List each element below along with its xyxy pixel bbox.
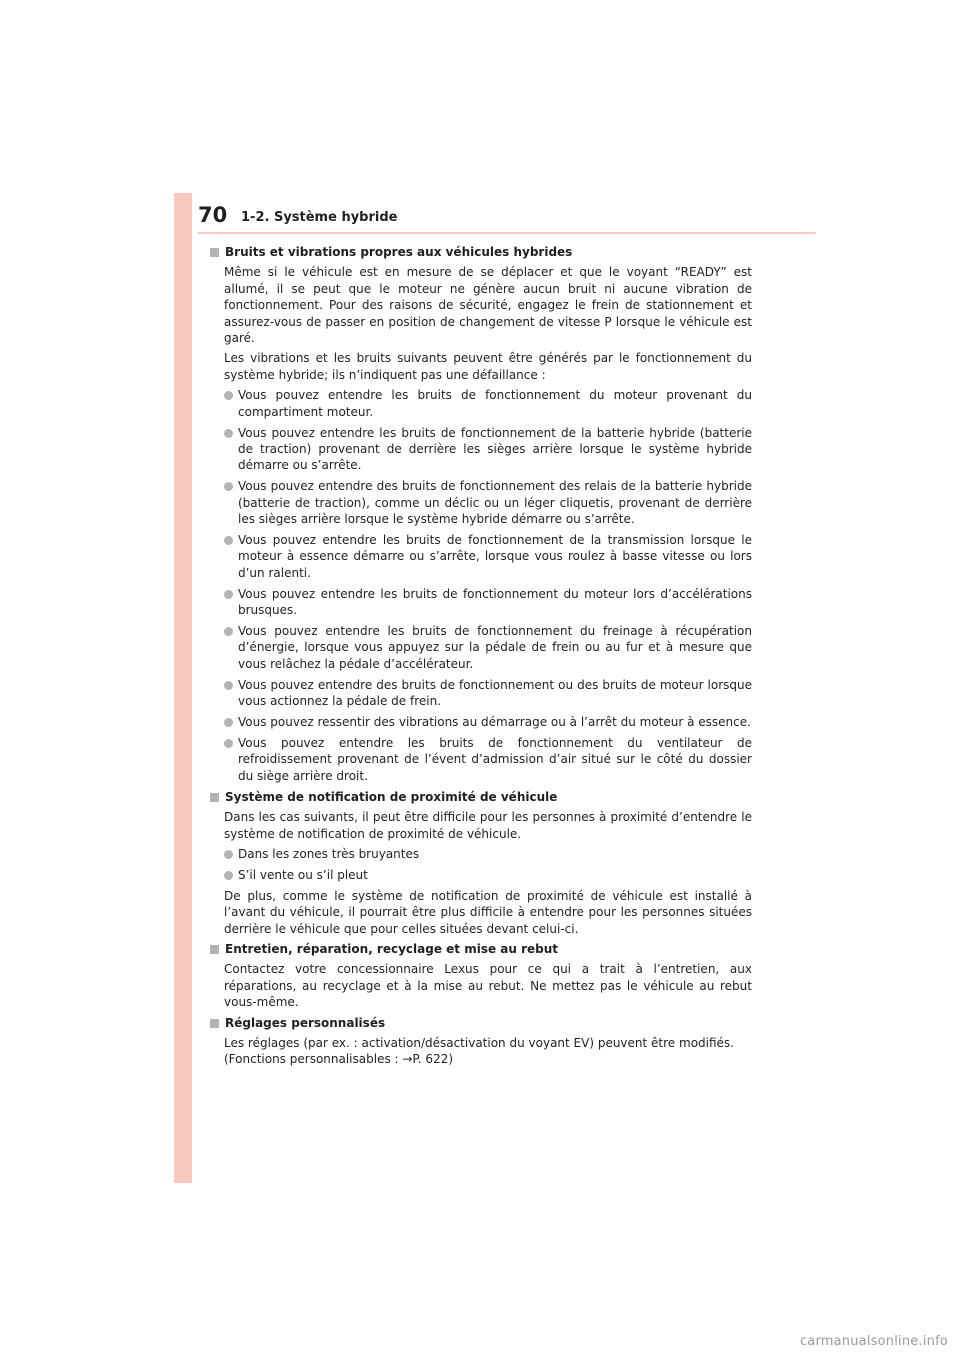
section-heading-text: Bruits et vibrations propres aux véhicules hybrides <box>225 245 573 259</box>
list-item <box>210 623 752 672</box>
paragraph: Les réglages (par ex. : activation/désactivation du voyant EV) peuvent être modifiés. <box>224 1035 734 1050</box>
round-bullet-icon <box>224 850 233 859</box>
paragraph: Les vibrations et les bruits suivants peuvent être générés par le fonctionnement du système hybride; ils n’indiquent pas une défaillance : <box>224 351 752 382</box>
round-bullet-icon <box>224 536 233 545</box>
round-bullet-icon <box>224 482 233 491</box>
list-item-text: S’il vente ou s’il pleut <box>238 867 368 882</box>
list-item <box>210 677 752 710</box>
square-bullet-icon <box>210 1019 219 1028</box>
list-item-text: Vous pouvez entendre les bruits de fonctionnement du freinage à récupération d’énergie, lorsque vous appuyez sur la pédale de frein ou au fur et à mesure que vous relâchez la pédale d’accélérateur. <box>238 624 752 671</box>
section-heading <box>210 941 752 957</box>
round-bullet-icon <box>224 429 233 438</box>
list-item-text: Dans les zones très bruyantes <box>238 846 420 861</box>
paragraph: Contactez votre concessionnaire Lexus pour ce qui a trait à l’entretien, aux réparations, au recyclage et à la mise au rebut. Ne mettez pas le véhicule au rebut vous-même. <box>224 962 752 1010</box>
list-item <box>210 714 752 730</box>
square-bullet-icon <box>210 793 219 802</box>
list-item-text: Vous pouvez entendre les bruits de fonctionnement du moteur lors d’accélérations brusques. <box>238 586 752 618</box>
round-bullet-icon <box>224 391 233 400</box>
round-bullet-icon <box>224 681 233 690</box>
list-item-text: Vous pouvez entendre les bruits de fonctionnement du ventilateur de refroidissement provenant de l’évent d’admission d’air situé sur le côté du dossier du siège arrière droit. <box>238 735 752 783</box>
header-rule <box>198 232 816 234</box>
list-item-text: Vous pouvez entendre des bruits de fonctionnement des relais de la batterie hybride (batterie de traction), comme un déclic ou un léger cliquetis, provenant de derrière les sièges arrière lorsque le système hybride démarre ou s’arrête. <box>238 479 752 527</box>
list-item <box>210 586 752 619</box>
list-item <box>210 425 752 474</box>
paragraph: De plus, comme le système de notification de proximité de véhicule est installé à l’avant du véhicule, il pourrait être plus difficile à entendre pour les personnes situées derrière le véhicule que pour celles situées devant celui-ci. <box>224 888 752 936</box>
round-bullet-icon <box>224 871 233 880</box>
round-bullet-icon <box>224 590 233 599</box>
paragraph: Même si le véhicule est en mesure de se déplacer et que le voyant “READY” est allumé, il se peut que le moteur ne génère aucun bruit ni aucune vibration de fonctionnement. Pour des raisons de sécurité, engagez le frein de stationnement et assurez-vous de passer en position de changement de vitesse P lorsque le véhicule est garé. <box>224 265 752 346</box>
round-bullet-icon <box>224 718 233 727</box>
section-heading <box>210 789 752 805</box>
square-bullet-icon <box>210 248 219 257</box>
list-item <box>210 478 752 527</box>
section-heading-text: Système de notification de proximité de véhicule <box>225 789 558 804</box>
square-bullet-icon <box>210 945 219 954</box>
list-item-text: Vous pouvez entendre les bruits de fonctionnement de la batterie hybride (batterie de traction) provenant de derrière les sièges arrière lorsque le système hybride démarre ou s’arrête. <box>238 425 752 473</box>
margin-band <box>174 193 192 1183</box>
watermark: carmanualsonline.info <box>799 1334 948 1349</box>
list-item <box>210 867 752 883</box>
list-item-text: Vous pouvez entendre les bruits de fonctionnement de la transmission lorsque le moteur à essence démarre ou s’arrête, lorsque vous roulez à basse vitesse ou lors d’un ralenti. <box>238 533 752 580</box>
list-item <box>210 387 752 420</box>
list-item <box>210 735 752 784</box>
page-number: 70 <box>198 203 228 227</box>
section-heading-text: Réglages personnalisés <box>225 1015 386 1030</box>
page-header <box>198 203 818 235</box>
list-item-text: Vous pouvez entendre des bruits de fonctionnement ou des bruits de moteur lorsque vous actionnez la pédale de frein. <box>238 677 752 709</box>
section-heading <box>210 1015 752 1031</box>
cross-reference: (Fonctions personnalisables : →P. 622) <box>224 1052 454 1067</box>
round-bullet-icon <box>224 627 233 636</box>
content <box>210 244 752 1072</box>
section-heading <box>210 244 752 260</box>
chapter-title: 1-2. Système hybride <box>241 210 398 225</box>
round-bullet-icon <box>224 739 233 748</box>
list-item <box>210 846 752 862</box>
paragraph: Dans les cas suivants, il peut être difficile pour les personnes à proximité d’entendre le système de notification de proximité de véhicule. <box>224 810 752 841</box>
list-item-text: Vous pouvez entendre les bruits de fonctionnement du moteur provenant du compartiment moteur. <box>238 388 752 419</box>
section-heading-text: Entretien, réparation, recyclage et mise au rebut <box>225 941 559 956</box>
list-item <box>210 532 752 581</box>
list-item-text: Vous pouvez ressentir des vibrations au démarrage ou à l’arrêt du moteur à essence. <box>238 715 751 730</box>
